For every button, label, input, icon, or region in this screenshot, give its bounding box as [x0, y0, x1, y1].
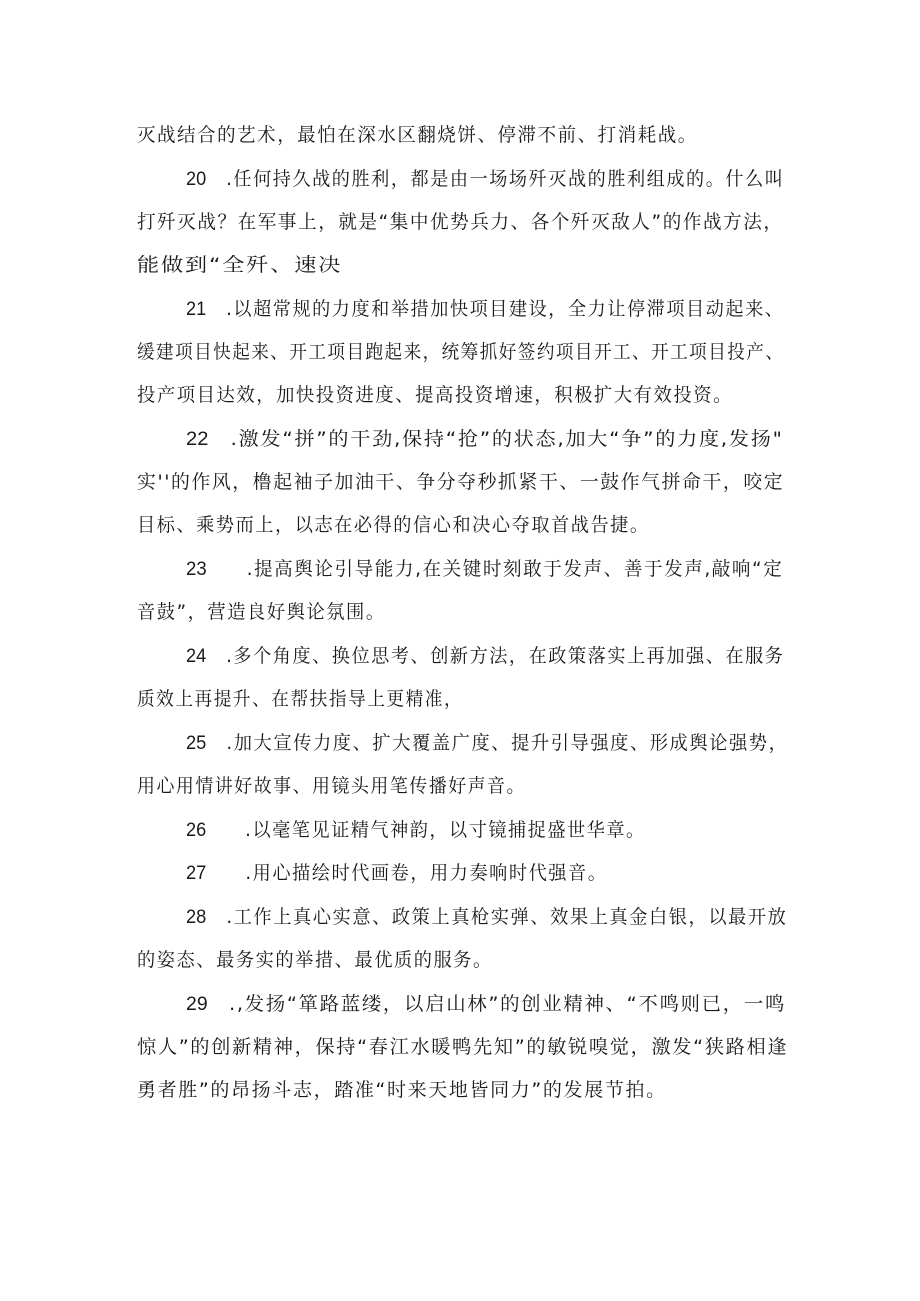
item-29-line-1: 29 .,发扬“箪路蓝缕，以启山林”的创业精神、“不鸣则已，一鸣: [186, 993, 787, 1015]
item-22-line-3: 目标、乘势而上，以志在必得的信心和决心夺取首战告捷。: [137, 514, 650, 536]
item-20-line-3: 能做到“全歼、速决: [137, 254, 343, 276]
item-20-line-2: 打歼灭战？在军事上，就是“集中优势兵力、各个歼灭敌人”的作战方法，: [137, 211, 784, 233]
item-28-line-2: 的姿态、最务实的举措、最优质的服务。: [137, 949, 493, 971]
item-29-line-3: 勇者胜”的昂扬斗志，踏准“时来天地皆同力”的发展节拍。: [137, 1079, 667, 1101]
item-25-line-2: 用心用情讲好故事、用镜头用笔传播好声音。: [137, 775, 527, 797]
item-28-line-1: 28 .工作上真心实意、政策上真枪实弹、效果上真金白银，以最开放: [186, 906, 788, 928]
item-number: 22: [186, 429, 209, 450]
item-21-line-2: 缓建项目快起来、开工项目跑起来，统筹抓好签约项目开工、开工项目投产、: [137, 341, 785, 363]
item-23-line-2: 音鼓”，营造良好舆论氛围。: [137, 601, 386, 623]
item-number: 24: [186, 646, 207, 667]
item-24-line-2: 质效上再提升、在帮扶指导上更精准，: [137, 688, 464, 710]
item-22-line-2: 实''的作风，橹起袖子加油干、争分夺秒抓紧干、一鼓作气拼命干，咬定: [137, 471, 785, 493]
item-22-line-1: 22 .激发“拼”的干劲,保持“抢”的状态,加大“争”的力度,发扬": [186, 428, 784, 450]
item-number: 27: [186, 863, 207, 884]
item-number: 23: [186, 559, 207, 580]
item-27-line-1: 27 .用心描绘时代画卷，用力奏响时代强音。: [186, 862, 608, 884]
item-29-line-2: 惊人”的创新精神，保持“春江水暖鸭先知”的敏锐嗅觉，激发“狭路相逢: [137, 1036, 789, 1058]
item-number: 29: [186, 994, 208, 1015]
item-24-line-1: 24 .多个角度、换位思考、创新方法，在政策落实上再加强、在服务: [186, 645, 785, 667]
item-20-line-1: 20 .任何持久战的胜利，都是由一场场歼灭战的胜利组成的。什么叫: [186, 168, 785, 190]
intro-line-1: 灭战结合的艺术，最怕在深水区翻烧饼、停滞不前、打消耗战。: [137, 124, 698, 146]
item-21-line-3: 投产项目达效，加快投资进度、提高投资增速，积极扩大有效投资。: [137, 384, 734, 406]
item-number: 26: [186, 820, 207, 841]
item-26-line-1: 26 .以毫笔见证精气神韵，以寸镜捕捉盛世华章。: [186, 819, 646, 841]
item-number: 25: [186, 733, 207, 754]
item-21-line-1: 21 .以超常规的力度和举措加快项目建设，全力让停滞项目动起来、: [186, 298, 785, 320]
item-number: 28: [186, 907, 207, 928]
item-25-line-1: 25 .加大宣传力度、扩大覆盖广度、提升引导强度、形成舆论强势，: [186, 732, 789, 754]
item-number: 21: [186, 299, 207, 320]
item-23-line-1: 23 .提高舆论引导能力,在关键时刻敢于发声、善于发声,敲响“定: [186, 558, 784, 580]
item-number: 20: [186, 169, 207, 190]
